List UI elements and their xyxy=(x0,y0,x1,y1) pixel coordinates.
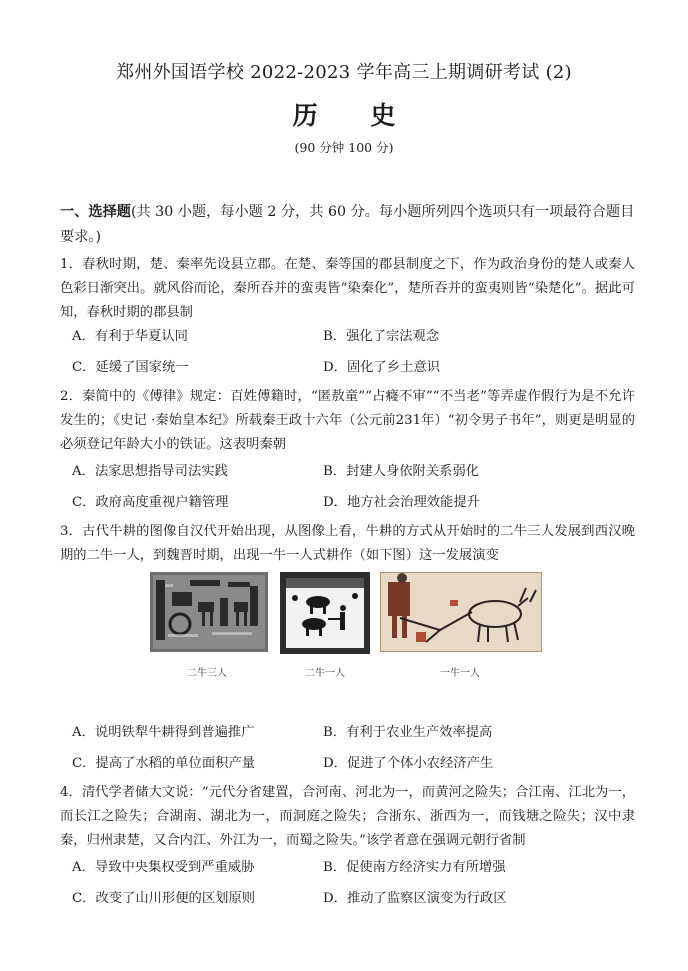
brick-painting-one-ox-one-person-image xyxy=(380,572,542,652)
question-2-stem: 2．秦简中的《傅律》规定：百姓傅籍时，“匿敖童”“占癃不审”“不当老”等弄虚作假行为是不允许发生的；《史记 ·秦始皇本纪》所载秦王政十六年（公元前231年）“初令男子书年”，则更是明显的必须登记年龄大小的铁证。这表明秦朝 xyxy=(60,389,635,452)
relief-two-ox-three-people-image xyxy=(150,572,268,652)
question-3-option-d[interactable]: D．促进了个体小农经济产生 xyxy=(323,756,494,771)
question-4-option-a[interactable]: A．导致中央集权受到严重威胁 xyxy=(72,860,255,875)
section-heading: 一、选择题 xyxy=(60,204,131,220)
caption-two-ox-one-person: 二牛一人 xyxy=(305,668,345,679)
question-2-option-d[interactable]: D．地方社会治理效能提升 xyxy=(323,495,480,510)
relief-two-ox-one-person-image xyxy=(280,572,370,654)
ox-plowing-figure xyxy=(150,572,542,678)
exam-title: 郑州外国语学校 2022-2023 学年高三上期调研考试 (2) xyxy=(116,62,572,83)
question-2-option-a[interactable]: A．法家思想指导司法实践 xyxy=(72,464,228,479)
question-3-option-c[interactable]: C．提高了水稻的单位面积产量 xyxy=(72,756,256,771)
section-instructions: (共 30 小题，每小题 2 分，共 60 分。每小题所列四个选项只有一项最符合题目要求。) xyxy=(60,204,635,245)
question-1-option-c[interactable]: C．延缓了国家统一 xyxy=(72,360,189,375)
section-intro xyxy=(60,200,640,250)
question-1-option-b[interactable]: B．强化了宗法观念 xyxy=(323,329,440,344)
question-1-option-a[interactable]: A．有利于华夏认同 xyxy=(72,329,188,344)
caption-one-ox-one-person: 一牛一人 xyxy=(440,668,480,679)
subject-heading: 历 史 xyxy=(292,101,418,130)
question-2-option-c[interactable]: C．政府高度重视户籍管理 xyxy=(72,495,229,510)
caption-two-ox-three-people: 二牛三人 xyxy=(187,668,227,679)
exam-timing: (90 分钟 100 分) xyxy=(294,140,394,155)
question-2-option-b[interactable]: B．封建人身依附关系弱化 xyxy=(323,464,480,479)
question-3-option-b[interactable]: B．有利于农业生产效率提高 xyxy=(323,725,493,740)
question-1-stem: 1．春秋时期，楚、秦率先设县立郡。在楚、秦等国的郡县制度之下，作为政治身份的楚人或秦人色彩日渐突出。就风俗而论，秦所吞并的蛮夷皆“染秦化”，楚所吞并的蛮夷则皆“染楚化”。据此可知，春秋时期的郡县制 xyxy=(60,257,635,320)
question-4-option-b[interactable]: B．促使南方经济实力有所增强 xyxy=(323,860,506,875)
question-4-option-d[interactable]: D．推动了监察区演变为行政区 xyxy=(323,891,507,906)
question-1-option-d[interactable]: D．固化了乡土意识 xyxy=(323,360,441,375)
question-3-stem: 3．古代牛耕的图像自汉代开始出现，从图像上看，牛耕的方式从开始时的二牛三人发展到西汉晚期的二牛一人，到魏晋时期，出现一牛一人式耕作（如下图）这一发展演变 xyxy=(60,524,635,563)
question-4-stem: 4．清代学者储大文说：“元代分省建置，合河南、河北为一，而黄河之险失；合江南、江北为一，而长江之险失；合湖南、湖北为一，而洞庭之险失；合浙东、浙西为一，而钱塘之险失；汉中隶秦，归州隶楚，又合内江、外江为一，而蜀之险失。”该学者意在强调元朝行省制 xyxy=(60,785,635,848)
question-4-option-c[interactable]: C．改变了山川形便的区划原则 xyxy=(72,891,256,906)
question-3-option-a[interactable]: A．说明铁犁牛耕得到普遍推广 xyxy=(72,725,255,740)
